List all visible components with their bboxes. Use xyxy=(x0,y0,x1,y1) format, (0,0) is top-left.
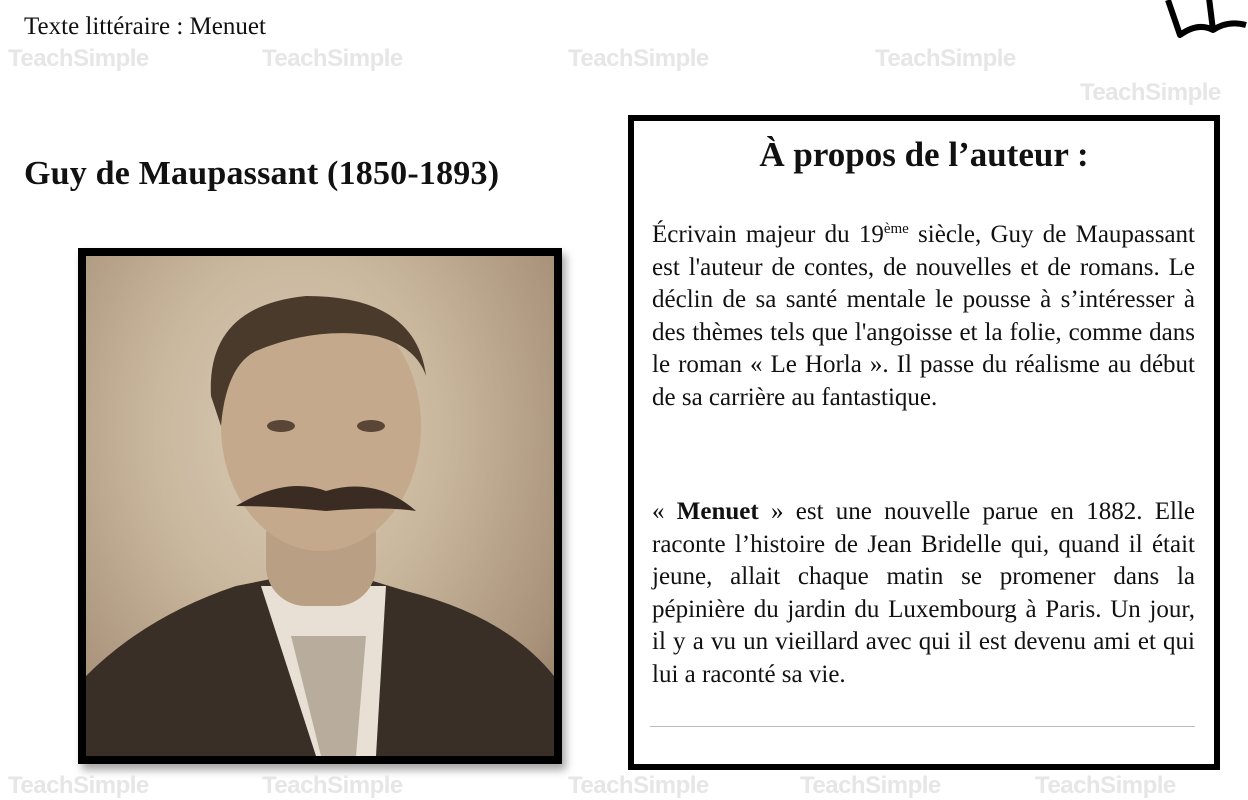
watermark: TeachSimple xyxy=(8,772,149,799)
story-title: Menuet xyxy=(676,498,759,525)
watermark: TeachSimple xyxy=(262,45,403,72)
summary-text: » est une nouvelle parue en 1882. Elle raconte l’histoire de Jean Bridelle qui, quand il était jeune, allait chaque matin se promener dans la pépinière du jardin du Luxembourg à Paris. Un jour, il y a vu un vieillard avec qui il est devenu ami et qui lui a raconté sa vie. xyxy=(652,498,1195,688)
author-portrait xyxy=(78,248,562,764)
bio-superscript: ème xyxy=(883,221,909,237)
author-bio-paragraph xyxy=(652,219,1195,415)
watermark: TeachSimple xyxy=(8,45,149,72)
watermark: TeachSimple xyxy=(568,45,709,72)
about-author-title: À propos de l’auteur : xyxy=(759,135,1089,174)
watermark: TeachSimple xyxy=(1035,772,1176,799)
watermark: TeachSimple xyxy=(800,772,941,799)
bio-text-rest: siècle, Guy de Maupassant est l'auteur de contes, de nouvelles et de romans. Le déclin de sa santé mentale le pousse à s’intéresser à des thèmes tels que l'angoisse et la folie, comme dans le roman « Le Horla ». Il passe du réalisme au début de sa carrière au fantastique. xyxy=(652,221,1196,411)
watermark: TeachSimple xyxy=(568,772,709,799)
author-name-heading: Guy de Maupassant (1850-1893) xyxy=(24,155,500,192)
about-author-box xyxy=(628,115,1220,770)
bio-text: Écrivain majeur du 19 xyxy=(652,221,884,248)
watermark: TeachSimple xyxy=(875,45,1016,72)
page-header-title: Texte littéraire : Menuet xyxy=(24,13,266,40)
open-book-icon xyxy=(1158,0,1248,40)
menuet-summary-paragraph xyxy=(652,496,1195,692)
watermark: TeachSimple xyxy=(262,772,403,799)
watermark: TeachSimple xyxy=(1080,79,1221,106)
divider xyxy=(650,726,1195,727)
quote-open: « xyxy=(652,498,677,525)
